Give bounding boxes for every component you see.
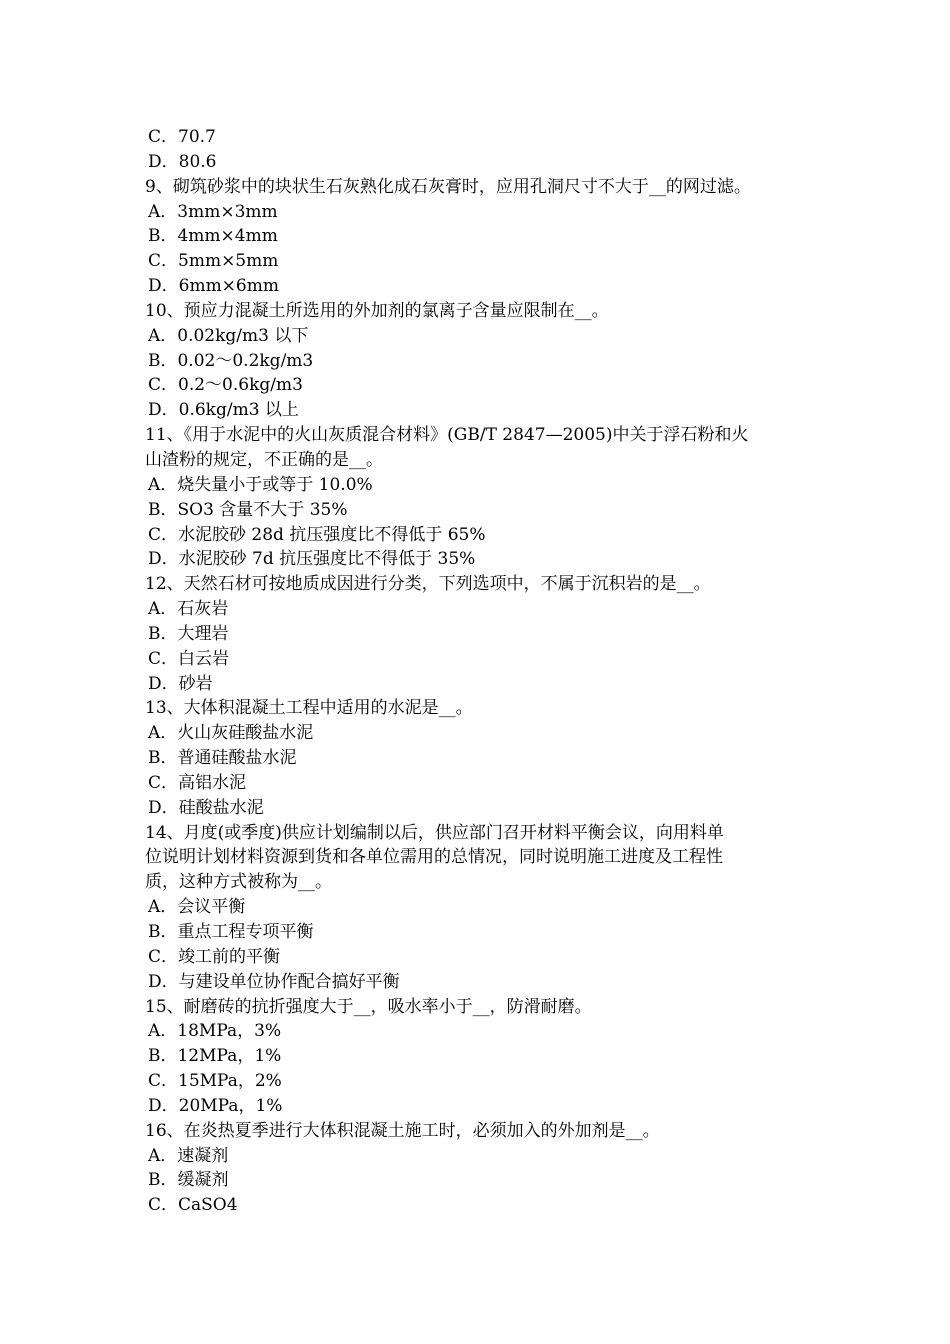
answer-option: D．水泥胶砂 7d 抗压强度比不得低于 35% bbox=[148, 549, 476, 570]
answer-option: A．18MPa，3% bbox=[148, 1021, 282, 1042]
answer-option: C．5mm×5mm bbox=[148, 251, 279, 272]
answer-option: C．白云岩 bbox=[148, 648, 230, 669]
question-text: 14、月度(或季度)供应计划编制以后，供应部门召开材料平衡会议，向用料单 bbox=[145, 822, 724, 843]
answer-option: B．4mm×4mm bbox=[148, 226, 278, 247]
answer-option: B．大理岩 bbox=[148, 623, 229, 644]
answer-option: A．0.02kg/m3 以下 bbox=[148, 325, 309, 346]
question-text: 15、耐磨砖的抗折强度大于__，吸水率小于__，防滑耐磨。 bbox=[145, 996, 592, 1017]
question-text: 12、天然石材可按地质成因进行分类，下列选项中，不属于沉积岩的是__。 bbox=[145, 574, 711, 595]
answer-option: C．竣工前的平衡 bbox=[148, 946, 281, 967]
answer-option: C．15MPa，2% bbox=[148, 1071, 282, 1092]
answer-option: B．0.02～0.2kg/m3 bbox=[148, 350, 314, 371]
question-text: 山渣粉的规定，不正确的是__。 bbox=[145, 449, 383, 470]
answer-option: A．会议平衡 bbox=[148, 897, 246, 918]
question-text: 10、预应力混凝土所选用的外加剂的氯离子含量应限制在__。 bbox=[145, 300, 609, 321]
answer-option: A．烧失量小于或等于 10.0% bbox=[148, 474, 373, 495]
answer-option: C．高铝水泥 bbox=[148, 772, 247, 793]
answer-option: B．重点工程专项平衡 bbox=[148, 922, 314, 942]
answer-option: D．砂岩 bbox=[148, 673, 213, 694]
question-text: 11、《用于水泥中的火山灰质混合材料》(GB/T 2847—2005)中关于浮石粉和火 bbox=[145, 425, 749, 446]
question-text: 位说明计划材料资源到货和各单位需用的总情况，同时说明施工进度及工程性 bbox=[145, 847, 723, 868]
answer-option: C．70.7 bbox=[148, 127, 216, 147]
question-text: 13、大体积混凝土工程中适用的水泥是__。 bbox=[145, 698, 473, 719]
answer-option: B．普通硅酸盐水泥 bbox=[148, 748, 297, 769]
answer-option: C．CaSO4 bbox=[148, 1195, 238, 1216]
answer-option: B．SO3 含量不大于 35% bbox=[148, 499, 348, 520]
answer-option: D．与建设单位协作配合搞好平衡 bbox=[148, 971, 400, 992]
answer-option: B．缓凝剂 bbox=[148, 1170, 229, 1191]
answer-option: C．0.2～0.6kg/m3 bbox=[148, 375, 303, 396]
question-text: 16、在炎热夏季进行大体积混凝土施工时，必须加入的外加剂是__。 bbox=[145, 1120, 660, 1141]
answer-option: D．0.6kg/m3 以上 bbox=[148, 400, 299, 421]
answer-option: A．火山灰硅酸盐水泥 bbox=[148, 723, 314, 744]
answer-option: D．80.6 bbox=[148, 151, 217, 172]
question-text: 9、砌筑砂浆中的块状生石灰熟化成石灰膏时，应用孔洞尺寸不大于__的网过滤。 bbox=[145, 176, 751, 197]
answer-option: B．12MPa，1% bbox=[148, 1046, 282, 1067]
answer-option: A．3mm×3mm bbox=[148, 201, 278, 222]
answer-option: C．水泥胶砂 28d 抗压强度比不得低于 65% bbox=[148, 524, 486, 545]
question-list bbox=[145, 125, 820, 1218]
answer-option: A．速凝剂 bbox=[148, 1145, 229, 1166]
answer-option: D．20MPa，1% bbox=[148, 1095, 283, 1116]
question-text: 质，这种方式被称为__。 bbox=[145, 872, 332, 893]
answer-option: A．石灰岩 bbox=[148, 599, 229, 620]
answer-option: D．硅酸盐水泥 bbox=[148, 797, 264, 818]
answer-option: D．6mm×6mm bbox=[148, 276, 279, 297]
